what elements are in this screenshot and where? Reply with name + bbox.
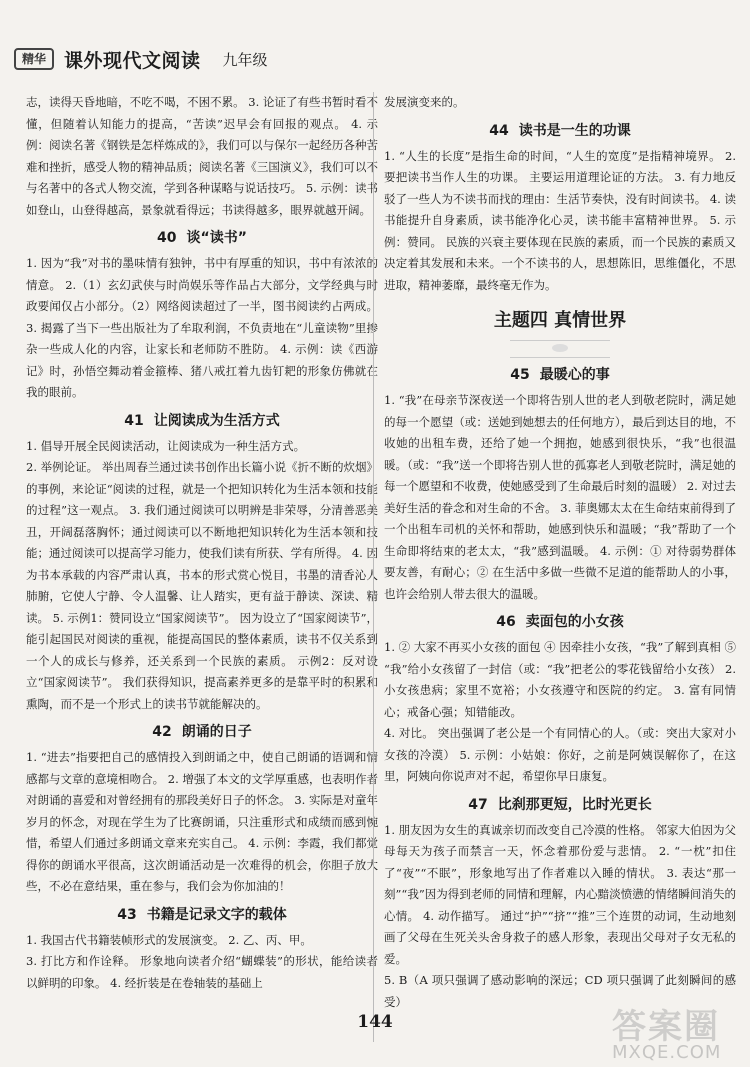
watermark-logo: [612, 1007, 742, 1064]
answer-paragraph: 发展演变来的。: [384, 95, 465, 109]
section-title-text: 谈“读书”: [186, 230, 247, 246]
section-title: [384, 119, 736, 143]
section-title: [26, 226, 378, 250]
answer-paragraph: 1. “进去”指要把自己的感情投入到朗诵之中，使自己朗诵的语调和情感都与文章的意境相吻合。 2. 增强了本文的文学厚重感，也表明作者对朗诵的喜爱和对曾经拥有的那段美好日子的怀念。 3. 实际是对童年岁月的怀念，对现在学生为了比赛朗诵，只注重形式和成绩而感到惋惜，希望人们通过多朗诵文章来充实自己。 4. 示例：李霞，我们都觉得你的朗诵水平很高，这次朗诵活动是一次难得的机会，你胆子放大些，不必在意结果，重在参与，我们会为你加油的！: [26, 750, 378, 893]
watermark-url: MXQE.COM: [612, 1042, 722, 1063]
answer-paragraph: 3. 打比方和作诠释。 形象地向读者介绍“蝴蝶装”的形状，能给读者以鲜明的印象。 4. 经折装是在卷轴装的基础上: [26, 954, 378, 990]
answer-paragraph: 志，读得天昏地暗，不吃不喝，不困不累。 3. 论证了有些书暂时看不懂，但随着认知能力的提高，“苦读”迟早会有回报的观点。 4. 示例：阅读名著《钢铁是怎样炼成的》，我们可以与保尔一起经历各种苦难和挫折，感受人物的精神品质；阅读名著《三国演义》，我们可以不与名著中的各式人物交流，学到各种谋略与说话技巧。 5. 示例：读书如登山，山登得越高，景象就看得远；书读得越多，眼界就越开阔。: [26, 95, 378, 217]
section-number: 44: [489, 122, 509, 139]
section-number: 46: [496, 614, 516, 630]
answer-paragraph: 1. “人生的长度”是指生命的时间，“人生的宽度”是指精神境界。 2. 要把读书当作人生的功课。 主要运用道理论证的方法。 3. 有力地反驳了一些人为不读书而找的理由：生活节奏快，没有时间读书。 4. 读书能提升自身素质，读书能净化心灵，读书能丰富精神世界。 5. 示例：赞同。 民族的兴衰主要体现在民族的素质，而一个民族的素质又决定着其发展和未来。一个不读书的人，思想陈旧，思维僵化，不思进取，精神萎靡，最终毫无作为。: [384, 148, 736, 292]
right-column: [384, 92, 736, 1013]
section-title: [384, 363, 736, 387]
section-number: 45: [510, 367, 530, 383]
answer-paragraph: 1. ② 大家不再买小女孩的面包 ④ 因牵挂小女孩，“我”了解到真相 ⑤ “我”给小女孩留了一封信（或：“我”把老公的零花钱留给小女孩） 2. 小女孩患病；家里不宽裕；小女孩遵守和医院的约定。 3. 富有同情心；戒备心强；知错能改。: [384, 640, 736, 719]
watermark-mark: 答案圈: [612, 1007, 720, 1047]
section-title: [384, 793, 736, 817]
section-title-text: 卖面包的小女孩: [525, 614, 624, 630]
section-number: 43: [117, 906, 137, 923]
section-title-text: 读书是一生的功课: [518, 122, 631, 139]
answer-paragraph: 1. 我国古代书籍装帧形式的发展演变。 2. 乙、丙、甲。: [26, 932, 312, 947]
answer-paragraph: 2. 举例论证。 举出周春兰通过读书创作出长篇小说《折不断的炊烟》的事例，来论证“阅读的过程，就是一个把知识转化为生活本领和技能的过程”这一观点。 3. 我们通过阅读可以明辨是非荣辱，分清善恶美丑，开阔磊落胸怀；通过阅读可以不断地把知识转化为生活本领和技能；通过阅读可以提高学习能力，使我们读有所获、学有所得。 4. 因为书本承载的内容严肃认真，书本的形式赏心悦目，书墨的清香沁人肺腑，它使人宁静、令人温馨、让人踏实，更有益于静读、深读、精读。 5. 示例1：赞同设立“国家阅读节”。 因为设立了“国家阅读节”，能引起国民对阅读的重视，能提高国民的整体素质，读书不仅关系到一个人的成长与修养，还关系到一个民族的素质。 示例2：反对设立“国家阅读节”。 我们获得知识，提高素养更多的是靠平时的积累和熏陶，而不是一个形式上的读书节就能解决的。: [26, 460, 378, 711]
page-number: 144: [357, 1012, 393, 1032]
answer-paragraph: 1. 因为“我”对书的墨味情有独钟，书中有厚重的知识，书中有浓浓的情意。 2.（1）玄幻武侠与时尚娱乐等作品占大部分，文学经典与时政要闻仅占小部分。（2）网络阅读超过了一半，图书阅读约占两成。 3. 揭露了当下一些出版社为了牟取利润，不负责地在“儿童读物”里掺杂一些成人化的内容，让家长和老师防不胜防。 4. 示例：读《西游记》时，孙悟空舞动着金箍棒、猪八戒扛着九齿钉耙的形象仿佛就在我的眼前。: [26, 256, 378, 399]
theme-title: 主题四 真情世界: [493, 310, 627, 331]
section-number: 42: [152, 724, 172, 740]
decorative-ornament: [510, 340, 610, 358]
answer-paragraph: 1. “我”在母亲节深夜送一个即将告别人世的老人到敬老院时，满足她的每一个愿望（或：送她到她想去的任何地方），最后到达目的地，不收她的出租车费，还给了她一个拥抱，她感到很快乐，“我”也很温暖。（或：“我”送一个即将告别人世的孤寡老人到敬老院时，满足她的每一个愿望和不收费，使她感受到了生命最后时刻的温暖） 2. 对过去美好生活的眷念和对生命的不舍。 3. 菲奥娜太太在生命结束前得到了一个出租车司机的关怀和帮助，她感到快乐和温暖；“我”帮助了一个生命即将结束的老太太，“我”感到温暖。 4. 示例：① 对待弱势群体要友善，有耐心；② 在生活中多做一些微不足道的能帮助人的小事，也许会给别人带去很大的温暖。: [384, 393, 736, 601]
section-title: [26, 903, 378, 927]
section-title-text: 比刹那更短，比时光更长: [497, 796, 652, 813]
section-title-text: 最暖心的事: [539, 367, 610, 383]
answer-paragraph: 4. 对比。 突出强调了老公是一个有同情心的人。（或：突出大家对小女孩的冷漠） 5. 示例：小姑娘：你好，之前是阿姨误解你了，在这里，阿姨向你说声对不起，希望你早日康复。: [384, 726, 736, 783]
section-number: 47: [468, 796, 488, 813]
answer-paragraph: 1. 倡导开展全民阅读活动，让阅读成为一种生活方式。: [26, 438, 306, 453]
grade-label: 九年级: [222, 50, 268, 69]
section-title: [26, 409, 378, 433]
series-logo: 精华: [14, 48, 54, 70]
section-title-text: 让阅读成为生活方式: [153, 412, 280, 429]
section-number: 40: [157, 230, 177, 246]
section-title: [26, 720, 378, 744]
section-number: 41: [124, 412, 144, 429]
answer-paragraph: 1. 朋友因为女生的真诚亲切而改变自己冷漠的性格。 邻家大伯因为父母每天为孩子而禁言一天，怀念着那份爱与悲情。 2. “一枕”扣住了“夜”“不眠”，形象地写出了作者难以入睡的情状。 3. 表达“那一刻”“我”因为得到老师的同情和理解，内心黯淡愤懑的情绪瞬间消失的心情。 4. 动作描写。 通过“护”“挤”“推”三个连贯的动词，生动地刻画了父母在生死关头舍身救子的感人形象，表现出父母对子女无私的爱。: [384, 822, 736, 966]
page-header: [14, 44, 734, 74]
section-title-text: 朗诵的日子: [181, 724, 252, 740]
section-title-text: 书籍是记录文字的载体: [146, 906, 287, 923]
left-column: [26, 92, 378, 994]
column-divider: [373, 92, 374, 1042]
book-title: 课外现代文阅读: [64, 49, 201, 72]
section-title: [384, 610, 736, 634]
answer-paragraph: 5. B（A 项只强调了感动影响的深远；CD 项只强调了此刻瞬间的感受）: [384, 973, 736, 1009]
